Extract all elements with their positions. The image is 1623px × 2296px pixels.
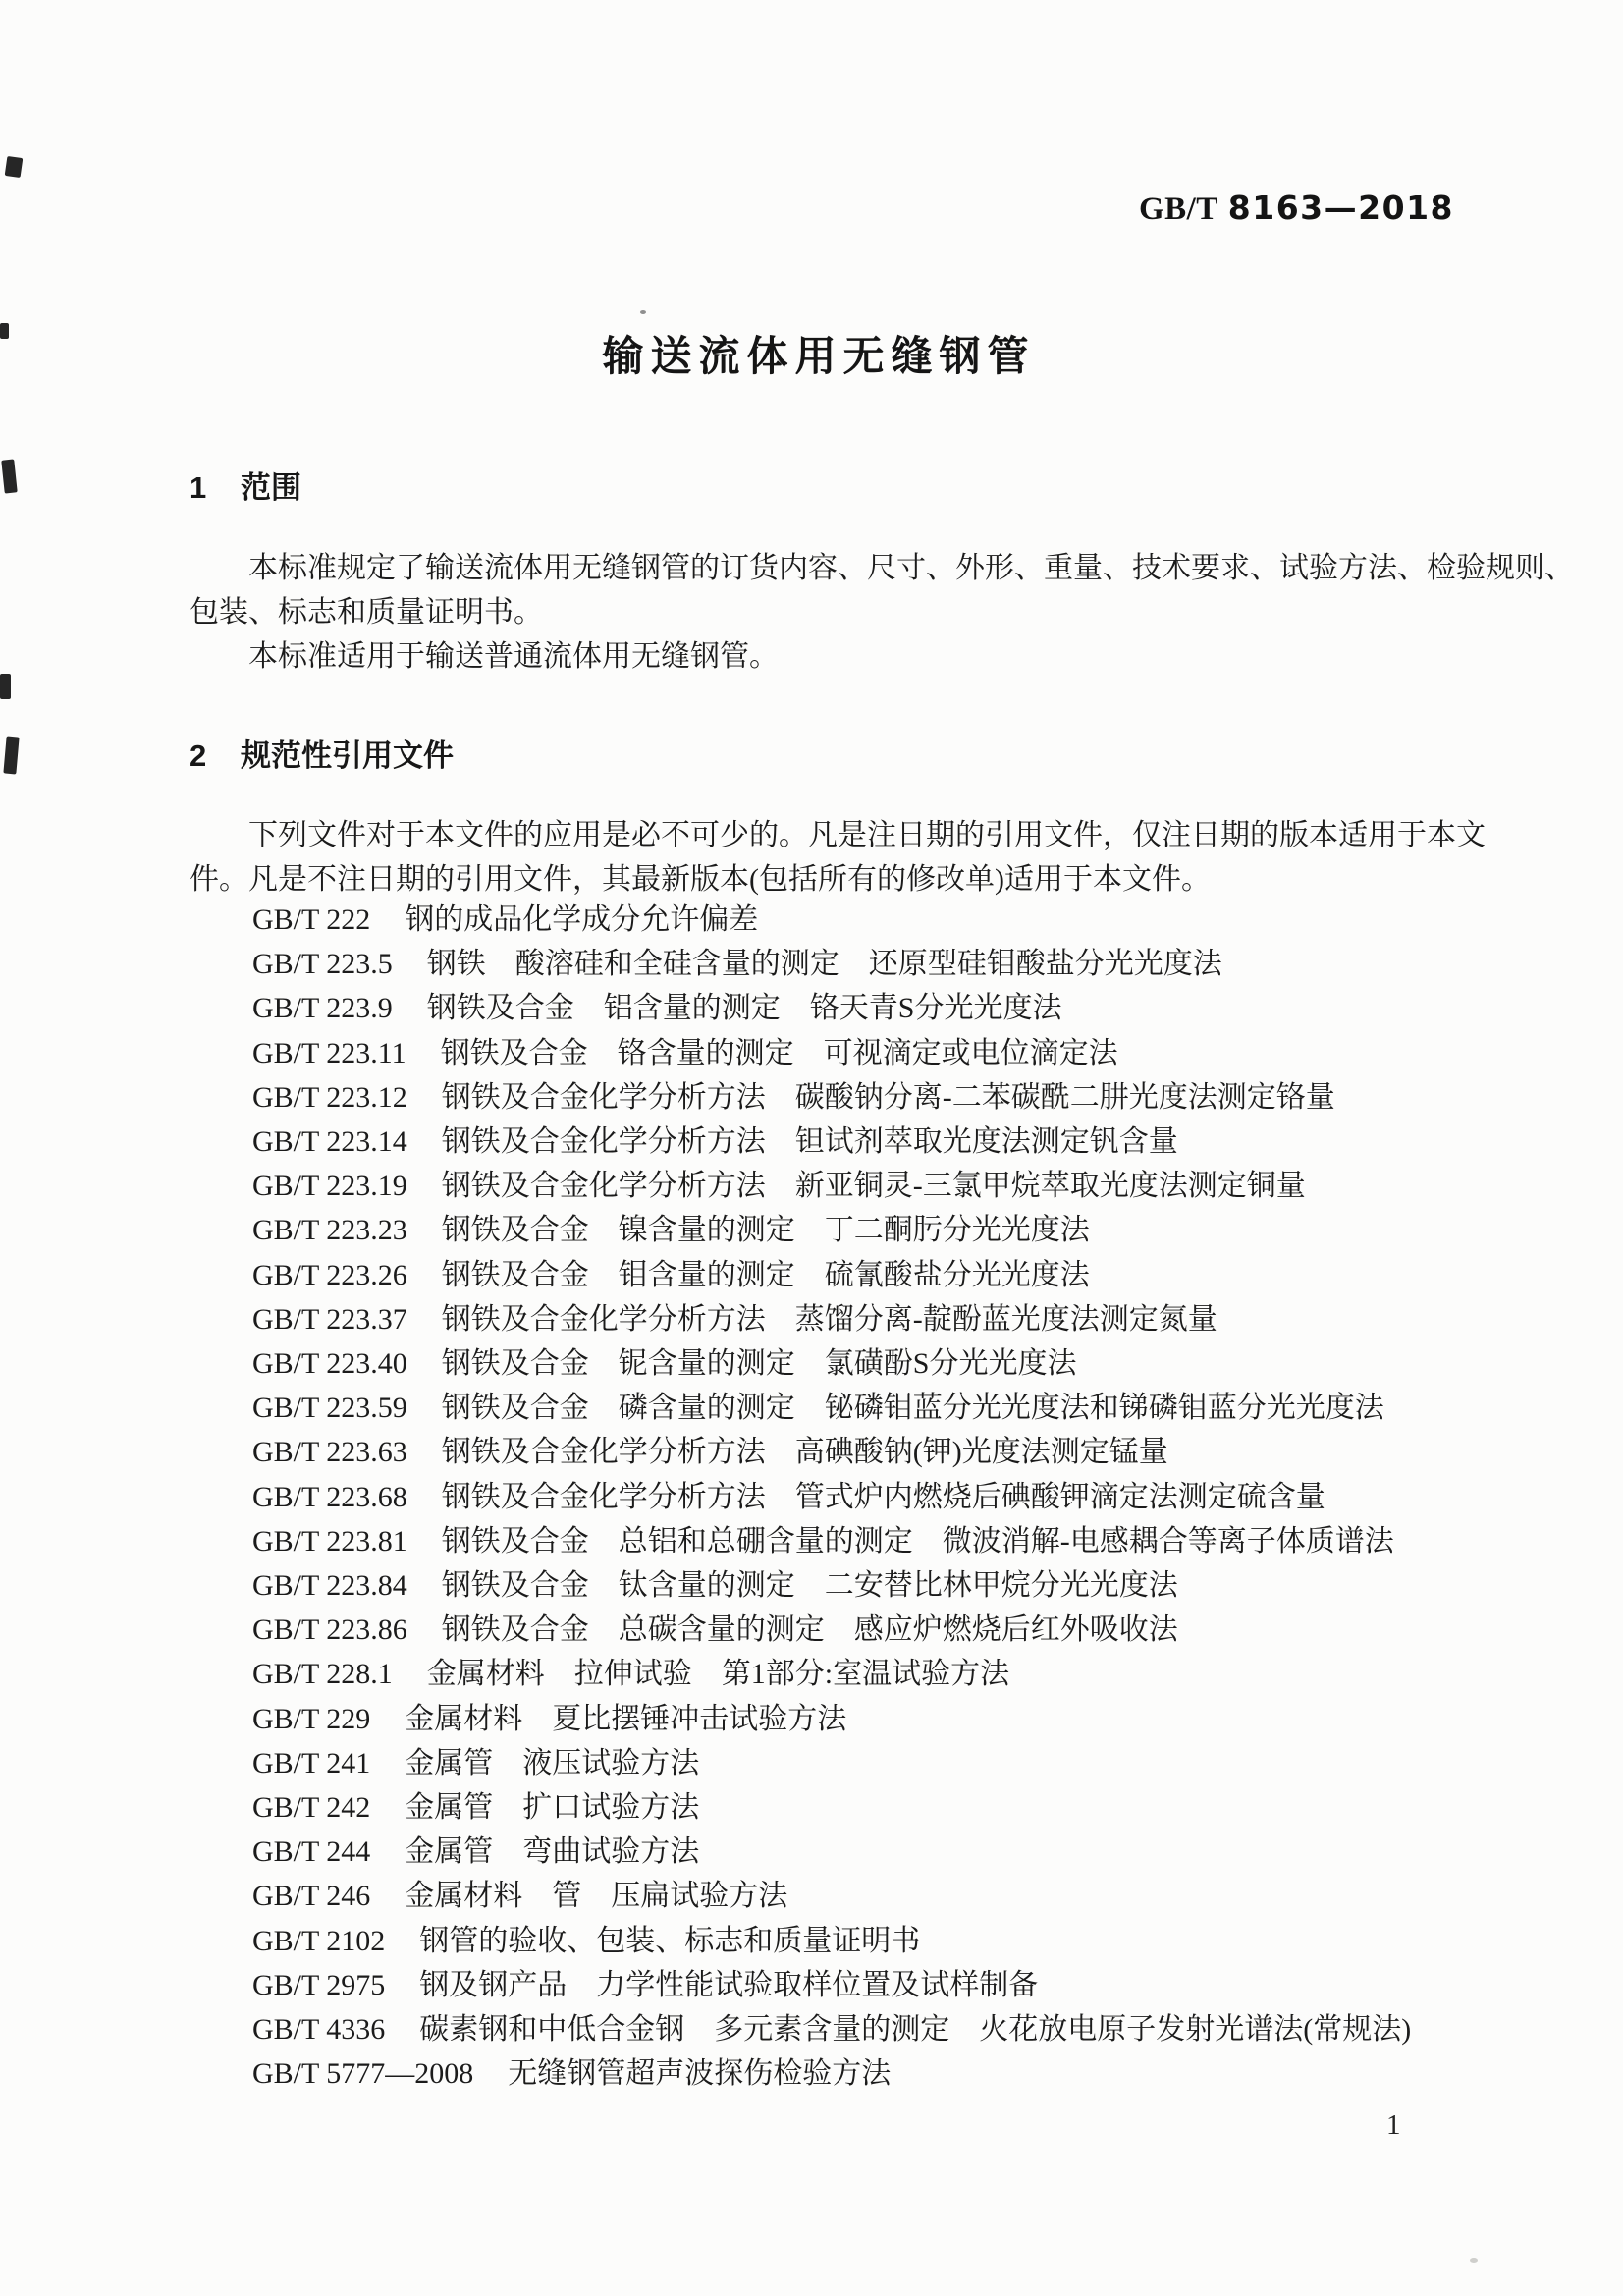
reference-code: GB/T 4336	[252, 2013, 386, 2047]
section-2-body	[189, 813, 1505, 902]
standard-code	[1139, 189, 1454, 228]
section-number: 1	[189, 470, 207, 505]
reference-title: 钢铁及合金 磷含量的测定 铋磷钼蓝分光光度法和锑磷钼蓝分光光度法	[441, 1392, 1384, 1425]
reference-code: GB/T 244	[252, 1835, 371, 1869]
reference-title: 钢铁及合金 铌含量的测定 氯磺酚S分光光度法	[441, 1347, 1077, 1381]
reference-item	[252, 1164, 1568, 1208]
reference-code: GB/T 223.63	[252, 1436, 407, 1469]
reference-title: 钢铁及合金化学分析方法 管式炉内燃烧后碘酸钾滴定法测定硫含量	[441, 1480, 1325, 1513]
reference-title: 钢铁及合金化学分析方法 高碘酸钠(钾)光度法测定锰量	[441, 1436, 1168, 1469]
reference-title: 钢铁及合金化学分析方法 钽试剂萃取光度法测定钒含量	[441, 1125, 1178, 1159]
paragraph-line: 本标准适用于输送普通流体用无缝钢管。	[248, 640, 779, 673]
reference-title: 钢及钢产品 力学性能试验取样位置及试样制备	[419, 1968, 1039, 2001]
reference-item	[252, 1430, 1568, 1474]
reference-item	[252, 2007, 1568, 2051]
reference-title: 钢铁及合金 钼含量的测定 硫氰酸盐分光光度法	[441, 1258, 1090, 1291]
reference-title: 钢铁及合金化学分析方法 碳酸钠分离-二苯碳酰二肼光度法测定铬量	[441, 1080, 1335, 1114]
reference-title: 金属管 扩口试验方法	[405, 1791, 700, 1825]
paragraph-line: 件。凡是不注日期的引用文件，其最新版本(包括所有的修改单)适用于本文件。	[189, 863, 1211, 896]
reference-title: 钢铁及合金 总碳含量的测定 感应炉燃烧后红外吸收法	[441, 1613, 1178, 1647]
reference-list	[252, 898, 1568, 2096]
reference-title: 碳素钢和中低合金钢 多元素含量的测定 火花放电原子发射光谱法(常规法)	[419, 2013, 1412, 2047]
reference-code: GB/T 223.12	[252, 1080, 407, 1114]
paragraph-line: 本标准规定了输送流体用无缝钢管的订货内容、尺寸、外形、重量、技术要求、试验方法、检验规则、	[248, 552, 1574, 584]
paragraph-line: 包装、标志和质量证明书。	[189, 596, 543, 629]
reference-title: 无缝钢管超声波探伤检验方法	[508, 2057, 892, 2091]
scan-artifact	[1470, 2258, 1478, 2263]
reference-code: GB/T 246	[252, 1880, 371, 1913]
reference-title: 钢铁及合金 钛含量的测定 二安替比林甲烷分光光度法	[441, 1569, 1178, 1603]
reference-item	[252, 1519, 1568, 1563]
reference-item	[252, 1208, 1568, 1252]
reference-code: GB/T 223.81	[252, 1524, 407, 1558]
reference-item	[252, 942, 1568, 986]
reference-item	[252, 1475, 1568, 1519]
reference-item	[252, 2051, 1568, 2096]
reference-code: GB/T 223.84	[252, 1569, 407, 1603]
scan-artifact	[0, 674, 11, 699]
reference-item	[252, 1608, 1568, 1652]
section-number: 2	[189, 738, 207, 773]
reference-code: GB/T 241	[252, 1746, 371, 1779]
section-2-heading	[189, 731, 454, 775]
reference-item	[252, 1919, 1568, 1963]
reference-title: 钢铁及合金 镍含量的测定 丁二酮肟分光光度法	[441, 1214, 1090, 1247]
reference-code: GB/T 5777—2008	[252, 2057, 474, 2091]
reference-code: GB/T 2102	[252, 1924, 386, 1957]
page-number: 1	[1386, 2109, 1401, 2141]
reference-code: GB/T 223.23	[252, 1214, 407, 1247]
reference-title: 金属材料 夏比摆锤冲击试验方法	[405, 1702, 847, 1735]
reference-title: 金属管 弯曲试验方法	[405, 1835, 700, 1869]
section-title: 范围	[241, 470, 301, 505]
reference-code: GB/T 223.86	[252, 1613, 407, 1647]
paragraph-line: 下列文件对于本文件的应用是必不可少的。凡是注日期的引用文件，仅注日期的版本适用于本文	[248, 819, 1486, 851]
reference-item	[252, 1785, 1568, 1830]
reference-code: GB/T 242	[252, 1791, 371, 1825]
reference-code: GB/T 228.1	[252, 1658, 393, 1691]
scan-artifact	[640, 310, 646, 314]
scan-artifact	[3, 737, 19, 775]
section-1-heading	[189, 463, 301, 507]
reference-item	[252, 1341, 1568, 1386]
standard-code-prefix: GB/T	[1138, 191, 1218, 227]
reference-title: 钢铁及合金化学分析方法 蒸馏分离-靛酚蓝光度法测定氮量	[441, 1302, 1217, 1336]
reference-item	[252, 1031, 1568, 1075]
reference-item	[252, 1075, 1568, 1120]
reference-title: 钢铁及合金化学分析方法 新亚铜灵-三氯甲烷萃取光度法测定铜量	[441, 1170, 1306, 1203]
reference-title: 钢铁及合金 铝含量的测定 铬天青S分光光度法	[426, 992, 1062, 1025]
reference-title: 钢的成品化学成分允许偏差	[405, 903, 759, 936]
reference-item	[252, 1297, 1568, 1341]
reference-item	[252, 898, 1568, 942]
reference-code: GB/T 223.59	[252, 1392, 407, 1425]
reference-item	[252, 1741, 1568, 1785]
reference-title: 钢管的验收、包装、标志和质量证明书	[419, 1924, 921, 1957]
reference-code: GB/T 222	[252, 903, 371, 936]
scan-artifact	[1, 459, 17, 493]
reference-title: 金属管 液压试验方法	[405, 1746, 700, 1779]
reference-code: GB/T 223.40	[252, 1347, 407, 1381]
reference-code: GB/T 223.11	[252, 1036, 406, 1069]
scan-artifact	[5, 156, 24, 178]
reference-item	[252, 1386, 1568, 1430]
reference-code: GB/T 223.26	[252, 1258, 407, 1291]
reference-code: GB/T 223.14	[252, 1125, 407, 1159]
reference-title: 金属材料 拉伸试验 第1部分:室温试验方法	[426, 1658, 1010, 1691]
reference-code: GB/T 223.5	[252, 948, 393, 981]
section-title: 规范性引用文件	[241, 738, 454, 773]
reference-title: 钢铁 酸溶硅和全硅含量的测定 还原型硅钼酸盐分光光度法	[426, 948, 1222, 981]
reference-code: GB/T 229	[252, 1702, 371, 1735]
reference-item	[252, 1697, 1568, 1741]
reference-item	[252, 1874, 1568, 1918]
reference-item	[252, 986, 1568, 1030]
reference-item	[252, 1563, 1568, 1608]
reference-code: GB/T 223.9	[252, 992, 393, 1025]
document-title: 输送流体用无缝钢管	[602, 333, 1036, 379]
reference-code: GB/T 223.37	[252, 1302, 407, 1336]
reference-item	[252, 1120, 1568, 1164]
reference-item	[252, 1652, 1568, 1696]
reference-item	[252, 1253, 1568, 1297]
reference-code: GB/T 223.68	[252, 1480, 407, 1513]
scan-artifact	[0, 323, 9, 339]
reference-code: GB/T 2975	[252, 1968, 386, 2001]
reference-code: GB/T 223.19	[252, 1170, 407, 1203]
reference-title: 钢铁及合金 总铝和总硼含量的测定 微波消解-电感耦合等离子体质谱法	[441, 1524, 1394, 1558]
standard-code-number: 8163—2018	[1227, 189, 1454, 227]
reference-item	[252, 1830, 1568, 1874]
reference-title: 钢铁及合金 铬含量的测定 可视滴定或电位滴定法	[440, 1036, 1118, 1069]
reference-item	[252, 1963, 1568, 2007]
reference-title: 金属材料 管 压扁试验方法	[405, 1880, 788, 1913]
section-1-body	[189, 546, 1574, 679]
